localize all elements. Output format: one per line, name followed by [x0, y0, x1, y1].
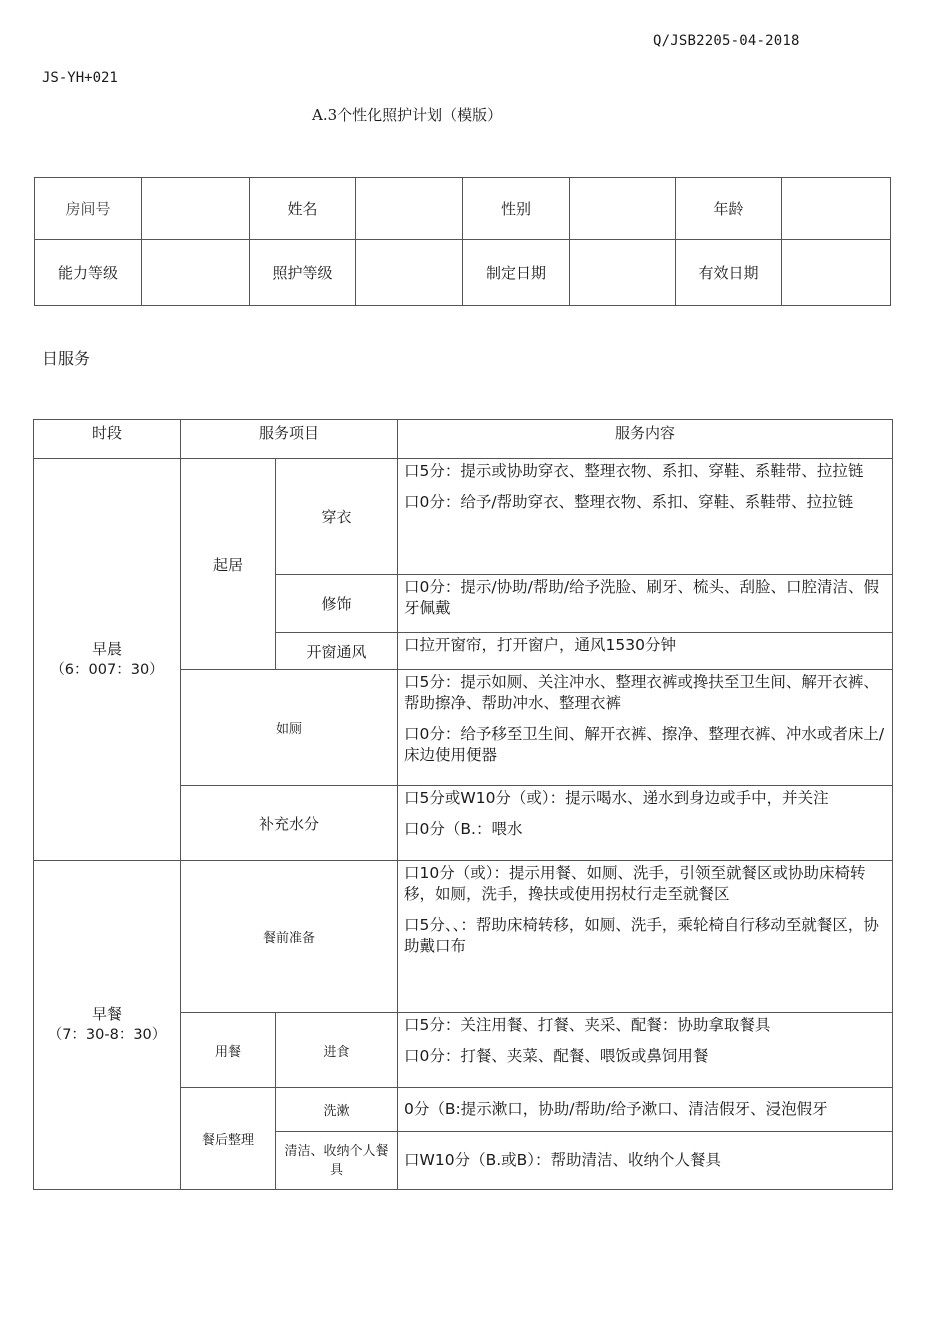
care-level-label: 照护等级 [250, 240, 356, 306]
ability-level-label: 能力等级 [35, 240, 142, 306]
gender-field[interactable] [570, 178, 676, 240]
item-bushui: 补充水分 [181, 786, 398, 861]
content-line: 口拉开窗帘，打开窗户，通风1530分钟 [404, 636, 676, 654]
item-canqian: 餐前准备 [181, 861, 398, 1013]
content-line: 口W10分（B.或B）：帮助清洁、收纳个人餐具 [404, 1151, 722, 1169]
period-breakfast-label: 早餐 [91, 1005, 122, 1023]
valid-date-field[interactable] [782, 240, 891, 306]
content-kaichuang [398, 633, 893, 670]
item-jinshi: 进食 [276, 1013, 398, 1088]
content-line: 口5分：提示如厕、关注冲水、整理衣裤或搀扶至卫生间、解开衣裤、帮助擦净、帮助冲水、整理衣裤 [404, 673, 879, 712]
resident-info-table [34, 177, 891, 306]
period-morning-label: 早晨 [91, 639, 122, 658]
content-qingjie [398, 1132, 893, 1190]
header-service-content: 服务内容 [398, 420, 893, 459]
content-ruce [398, 670, 893, 786]
ability-level-field[interactable] [142, 240, 250, 306]
name-label: 姓名 [250, 178, 356, 240]
age-label: 年龄 [676, 178, 782, 240]
period-breakfast [34, 861, 181, 1190]
age-field[interactable] [782, 178, 891, 240]
care-level-field[interactable] [356, 240, 463, 306]
item-yongcan: 用餐 [181, 1013, 276, 1088]
form-code: JS-YH+021 [42, 70, 118, 86]
created-date-field[interactable] [570, 240, 676, 306]
content-line: 口5分或W10分（或）：提示喝水、递水到身边或手中，并关注 [404, 789, 829, 807]
item-kaichuang: 开窗通风 [276, 633, 398, 670]
content-bushui [398, 786, 893, 861]
content-xishu [398, 1088, 893, 1132]
content-line: 口0分：打餐、夹菜、配餐、喂饭或鼻饲用餐 [404, 1047, 709, 1065]
content-line: 口5分、、：帮助床椅转移，如厕、洗手，乘轮椅自行移动至就餐区，协助戴口布 [404, 916, 879, 955]
header-period: 时段 [34, 420, 181, 459]
content-line: 口0分：提示/协助/帮助/给予洗脸、刷牙、梳头、刮脸、口腔清洁、假牙佩戴 [404, 578, 880, 617]
content-line: 口5分：关注用餐、打餐、夹采、配餐：协助拿取餐具 [404, 1016, 771, 1034]
gender-label: 性别 [463, 178, 570, 240]
item-qiju: 起居 [181, 459, 276, 670]
period-morning-time: （6：007：30） [50, 661, 164, 678]
page-title: A.3个性化照护计划（模版） [312, 106, 503, 124]
name-field[interactable] [356, 178, 463, 240]
content-xiushi [398, 575, 893, 633]
content-line: 口5分：提示或协助穿衣、整理衣物、系扣、穿鞋、系鞋带、拉拉链 [404, 462, 864, 480]
header-service-item: 服务项目 [181, 420, 398, 459]
room-number-field[interactable] [142, 178, 250, 240]
content-line: 0分（B:提示漱口，协助/帮助/给予漱口、清洁假牙、浸泡假牙 [404, 1100, 828, 1118]
content-canqian [398, 861, 893, 1013]
item-xishu: 洗漱 [276, 1088, 398, 1132]
item-chuanyi: 穿衣 [276, 459, 398, 575]
content-line: 口0分：给予/帮助穿衣、整理衣物、系扣、穿鞋、系鞋带、拉拉链 [404, 493, 854, 511]
room-number-label: 房间号 [35, 178, 142, 240]
content-line: 口0分：给予移至卫生间、解开衣裤、擦净、整理衣裤、冲水或者床上/床边使用便器 [404, 725, 885, 764]
document-code: Q/JSB2205-04-2018 [653, 33, 800, 49]
period-morning [34, 459, 181, 861]
content-line: 口10分（或）：提示用餐、如厕、洗手，引领至就餐区或协助床椅转移，如厕，洗手，搀扶或使用拐杖行走至就餐区 [404, 864, 866, 903]
period-breakfast-time: （7：30-8：30） [47, 1027, 167, 1043]
content-chuanyi [398, 459, 893, 575]
item-canhou: 餐后整理 [181, 1088, 276, 1190]
item-ruce: 如厕 [181, 670, 398, 786]
service-table [33, 419, 893, 1190]
item-qingjie: 清洁、收纳个人餐具 [276, 1132, 398, 1190]
item-xiushi: 修饰 [276, 575, 398, 633]
content-jinshi [398, 1013, 893, 1088]
valid-date-label: 有效日期 [676, 240, 782, 306]
content-line: 口0分（B.：喂水 [404, 820, 523, 838]
created-date-label: 制定日期 [463, 240, 570, 306]
section-label: 日服务 [42, 349, 91, 368]
